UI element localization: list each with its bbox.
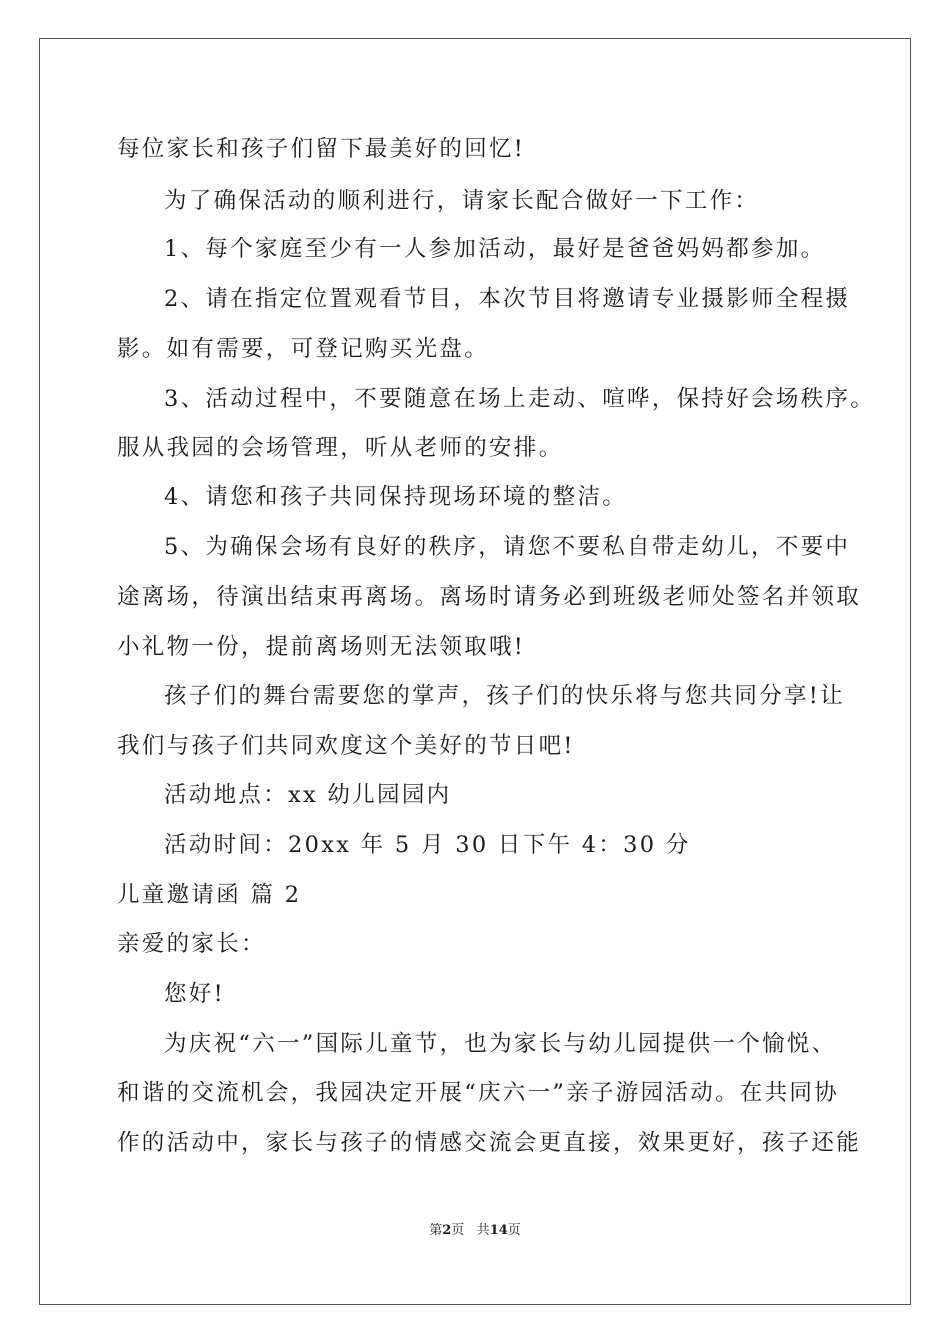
text-line: 5、为确保会场有良好的秩序，请您不要私自带走幼儿，不要中 [164,534,851,560]
footer-total-pages: 14 [489,1223,508,1238]
text-line: 为庆祝“六一”国际儿童节，也为家长与幼儿园提供一个愉悦、 [164,1031,837,1057]
footer-total-prefix: 共 [476,1223,490,1238]
page-border [39,38,911,1305]
footer-total-suffix: 页 [507,1223,521,1238]
text-line: 孩子们的舞台需要您的掌声，孩子们的快乐将与您共同分享!让 [164,683,845,709]
text-line: 作的活动中，家长与孩子的情感交流会更直接，效果更好，孩子还能 [117,1130,862,1156]
salutation: 亲爱的家长： [117,931,266,957]
text-line: 2、请在指定位置观看节目，本次节目将邀请专业摄影师全程摄 [164,286,851,312]
text-line: 小礼物一份，提前离场则无法领取哦! [117,634,526,660]
section-heading: 儿童邀请函 篇 2 [117,882,302,908]
footer-page-number: 2 [442,1223,452,1238]
text-line: 每位家长和孩子们留下最美好的回忆! [117,136,526,162]
text-line: 3、活动过程中，不要随意在场上走动、喧哗，保持好会场秩序。 [164,386,876,412]
footer-page-suffix: 页 [451,1223,465,1238]
text-line: 活动地点：xx 幼儿园园内 [164,782,452,808]
text-line: 4、请您和孩子共同保持现场环境的整洁。 [164,484,628,510]
text-line: 1、每个家庭至少有一人参加活动，最好是爸爸妈妈都参加。 [164,236,826,262]
page-footer [0,1219,950,1238]
text-line: 影。如有需要，可登记购买光盘。 [117,336,490,362]
footer-page-prefix: 第 [429,1223,443,1238]
greeting: 您好! [164,981,225,1007]
text-line: 服从我园的会场管理，听从老师的安排。 [117,435,564,461]
text-line: 和谐的交流机会，我园决定开展“庆六一”亲子游园活动。在共同协 [117,1080,840,1106]
text-line: 活动时间：20xx 年 5 月 30 日下午 4：30 分 [164,832,691,858]
text-line: 途离场，待演出结束再离场。离场时请务必到班级老师处签名并领取 [117,584,862,610]
text-line: 为了确保活动的顺利进行，请家长配合做好一下工作： [164,188,760,214]
text-line: 我们与孩子们共同欢度这个美好的节日吧! [117,733,575,759]
